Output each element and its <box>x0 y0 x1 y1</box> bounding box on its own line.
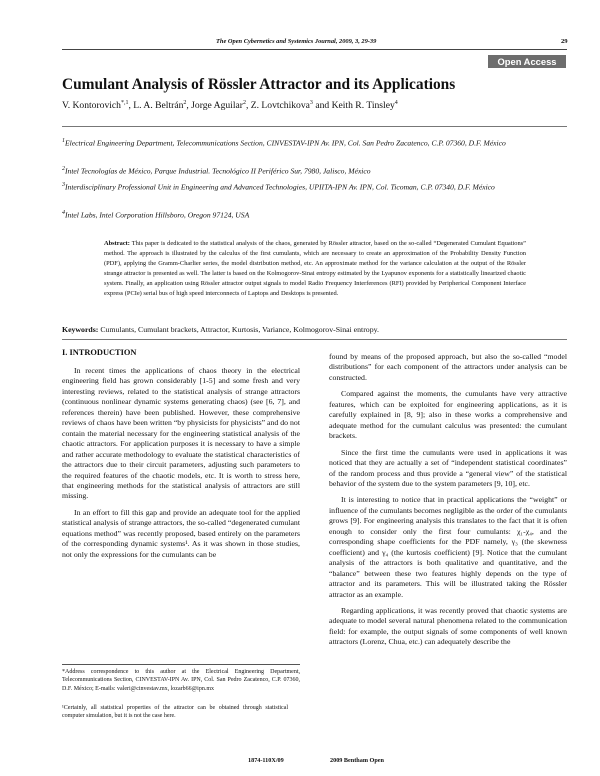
author-name: V. Kontorovich <box>62 100 121 112</box>
paragraph: In recent times the applications of chaos theory in the electrical engineering field has grown considerably [1-5] and some fresh and very interesting reviews, related to the statistical analysis of strange attractors (continuous nonlinear dynamic systems generating chaos) (see [6, 7], and references therein) have been published. However, these comprehensive reviews of chaos have been written “by physicists for physicists” and do not contain the material necessary for the engineering statistical analysis of the chaotic attractors. For application purposes it is necessary to have a simple and rather accurate methodology to evaluate the statistical characteristics of the attractors due to their circuit parameters, adjusting such parameters to the required features of the chaotic models, etc. It is worth to stress here, that engineering methods for the statistical analysis of attractors are still missing. <box>62 366 300 501</box>
footer-issn: 1874-110X/09 <box>248 757 284 764</box>
correspondence-footnote: *Address correspondence to this author at the Electrical Engineering Department, Telecommunications Section, CINVESTAV-IPN Av. IPN, Col. San Pedro Zacatenco, C.P. 07360, D.F. México; E-mails: valeri@cinvestav.mx, lozarb66@ipn.mx <box>62 669 300 692</box>
author-sup: 2 <box>183 100 187 106</box>
author-sup: 2 <box>242 100 246 106</box>
affiliation-1 <box>62 136 567 149</box>
paragraph: In an effort to fill this gap and provide an adequate tool for the applied statistical analysis of strange attractors, the so-called “degenerated cumulant equations method” was recently proposed, based entirely on the parameters of the corresponding dynamic systems¹. As it was shown in those studies, not only the expressions for the cumulants can be <box>62 507 300 559</box>
author-sup: 4 <box>394 100 398 106</box>
affiliation-sup: 4 <box>62 210 65 216</box>
author-name: L. A. Beltrán <box>133 100 184 112</box>
left-column <box>62 366 300 566</box>
keywords-rule <box>62 339 567 340</box>
paper-title: Cumulant Analysis of Rössler Attractor and its Applications <box>62 76 456 93</box>
title-rule <box>62 126 567 127</box>
keywords <box>62 325 567 334</box>
affiliation-sup: 2 <box>62 166 65 172</box>
section-heading: I. INTRODUCTION <box>62 348 137 357</box>
footer-publisher: 2009 Bentham Open <box>330 757 384 764</box>
header-rule <box>62 49 567 50</box>
paragraph: It is interesting to notice that in practical applications the “weight” or influence of the cumulants becomes negligible as the order of the cumulants grows [9]. For engineering analysis this translates to the fact that it is often enough to consider only the first four cumulants: χ₁-χ₄, and the corresponding shape coefficients for the PDF namely, γ₃ (the skewness coefficient) and γ₄ (the kurtosis coefficient) [9]. Notice that the cumulant analysis of the attractors is both qualitative and quantitative, and the “balance” between these two features highly depends on the type of attractor and its parameters. This will be illustrated taking the Rössler attractor as an example. <box>329 495 567 599</box>
author-name: Keith R. Tinsley <box>331 100 395 112</box>
keywords-text: Cumulants, Cumulant brackets, Attractor, Kurtosis, Variance, Kolmogorov-Sinai entropy. <box>100 325 379 334</box>
affiliation-3 <box>62 180 567 193</box>
paragraph: Compared against the moments, the cumulants have very attractive features, which can be exploited for engineering applications, as it is carefully explained in [8, 9]; also in these works a comprehensive and adequate method for the cumulant calculus was presented: the cumulant brackets. <box>329 389 567 441</box>
right-column <box>329 352 567 654</box>
open-access-badge: Open Access <box>488 55 566 68</box>
paragraph: found by means of the proposed approach, but also the so-called “model distributions” for each component of the attractors under analysis can be constructed. <box>329 352 567 382</box>
paragraph: Since the first time the cumulants were used in applications it was noticed that they are actually a set of “independent statistical coordinates” of the random process and thus provide a “general view” of the statistical behavior of the system due to the system parameters [9, 10], etc. <box>329 447 567 488</box>
journal-citation: The Open Cybernetics and Systemics Journal, 2009, 3, 29-39 <box>216 38 377 45</box>
author-sup: 3 <box>309 100 313 106</box>
author-name: Jorge Aguilar <box>191 100 243 112</box>
affiliation-text: Electrical Engineering Department, Telecommunications Section, CINVESTAV-IPN Av. IPN, Col. San Pedro Zacatenco, C.P. 07360, D.F. México <box>65 138 506 148</box>
affiliation-sup: 3 <box>62 182 65 188</box>
affiliation-text: Intel Labs, Intel Corporation Hillsboro, Oregon 97124, USA <box>65 210 250 220</box>
keywords-label: Keywords: <box>62 325 99 334</box>
author-name: Z. Lovtchikova <box>250 100 310 112</box>
paragraph: Regarding applications, it was recently proved that chaotic systems are adequate to model several natural phenomena related to the communication field: for example, the output signals of some components of well known attractors (Lorenz, Chua, etc.) can adequately describe the <box>329 605 567 647</box>
page-number: 29 <box>561 38 568 45</box>
footnote-1: ¹Certainly, all statistical properties of the attractor can be obtained through statistical computer simulation, but it is not the case here. <box>62 705 288 720</box>
affiliation-2 <box>62 164 567 177</box>
abstract <box>104 239 526 300</box>
affiliation-text: Interdisciplinary Professional Unit in Engineering and Advanced Technologies, UPIITA-IPN Av. IPN, Col. Ticoman, C.P. 07340, D.F. México <box>65 182 495 192</box>
affiliation-4 <box>62 208 567 221</box>
footnote-rule <box>62 664 300 665</box>
affiliation-text: Intel Tecnologías de México, Parque Industrial. Tecnológico II Periférico Sur, 7980, Jalisco, México <box>65 166 371 176</box>
abstract-text: This paper is dedicated to the statistical analysis of the chaos, generated by Rössler attractor, based on the so-called “Degenerated Cumulant Equations” method. The approach is illustrated by the calculus of the first cumulants, which are necessary to create an approximation of the Probability Density Function (PDF), applying the Gramm-Charlier series, the model distribution method, etc. An approximate method for the variance calculation at the output of the Rössler strange attractor is presented as well. The latter is based on the Kolmogorov-Sinai entropy estimated by the Lyapunov exponents for a statistically linearized chaotic system. Finally, an application using Rössler attractor output signals to model Radio Frequency Interferences (RFI) provided by Peripherical Component Interface express (PCIe) serial bus of high speed interconnects of Laptops and Desktops is presented. <box>104 240 527 298</box>
abstract-label: Abstract: <box>104 240 130 247</box>
author-list: V. Kontorovich$^{*,1}$, L. A. Beltrán$^2$, Jorge Aguilar$^2$, Z. Lovtchikova$^3$ and Keith R. Tinsley$^4$ <box>62 100 398 112</box>
author-sup: *,1 <box>120 100 129 106</box>
affiliation-sup: 1 <box>62 138 65 144</box>
